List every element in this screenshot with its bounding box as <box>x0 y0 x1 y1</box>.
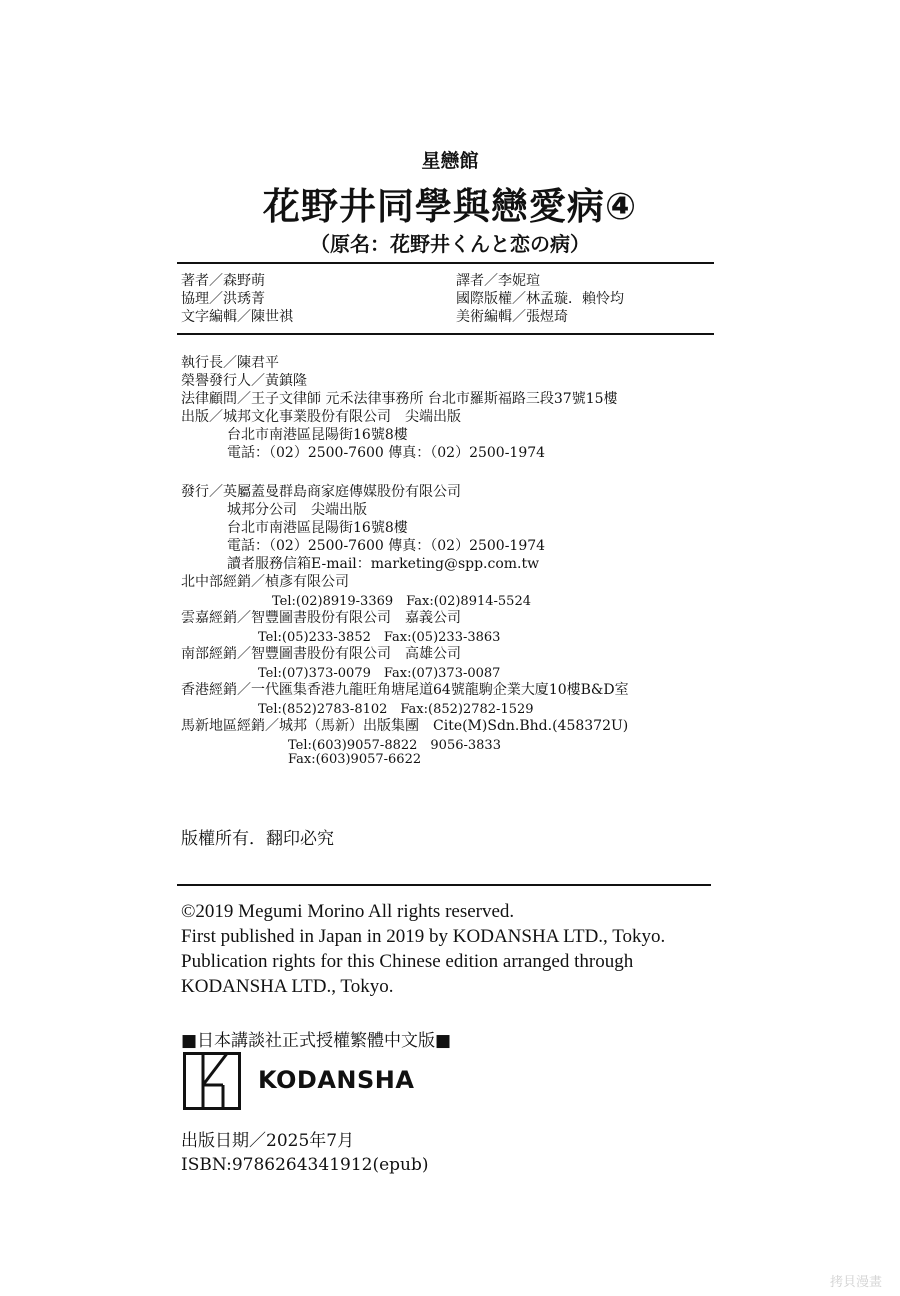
distribution-line: 馬新地區經銷／城邦（馬新）出版集團 Cite(M)Sdn.Bhd.(458372U) <box>181 718 629 734</box>
distribution-line: 發行／英屬蓋曼群島商家庭傳媒股份有限公司 <box>181 484 461 500</box>
original-title: （原名：花野井くんと恋の病） <box>310 232 590 256</box>
credit-art-editor: 美術編輯／張煜琦 <box>456 309 568 325</box>
copyright-line: First published in Japan in 2019 by KODANSHA LTD., Tokyo. <box>181 926 666 947</box>
credit-author: 著者／森野萌 <box>181 273 265 289</box>
kodansha-logo-text: KODANSHA <box>258 1066 415 1094</box>
kodansha-logo-icon <box>183 1052 241 1110</box>
divider-bottom <box>177 884 711 886</box>
distribution-line: 雲嘉經銷／智豐圖書股份有限公司 嘉義公司 <box>181 610 461 626</box>
isbn: ISBN:9786264341912(epub) <box>181 1155 429 1175</box>
publishing-line: 執行長／陳君平 <box>181 355 279 371</box>
distribution-line: 南部經銷／智豐圖書股份有限公司 高雄公司 <box>181 646 461 662</box>
distribution-line: Tel:(852)2783-8102 Fax:(852)2782-1529 <box>258 702 534 717</box>
distribution-line: 讀者服務信箱E-mail：marketing@spp.com.tw <box>227 556 540 572</box>
publishing-line: 出版／城邦文化事業股份有限公司 尖端出版 <box>181 409 461 425</box>
credit-manager: 協理／洪琇菁 <box>181 291 265 307</box>
credit-text-editor: 文字編輯／陳世祺 <box>181 309 293 325</box>
publishing-line: 電話：（02）2500-7600 傳真：（02）2500-1974 <box>227 445 546 461</box>
publisher-imprint: 星戀館 <box>421 150 479 172</box>
credit-translator: 譯者／李妮瑄 <box>456 273 540 289</box>
publishing-line: 榮譽發行人／黃鎮隆 <box>181 373 307 389</box>
distribution-line: 北中部經銷／楨彥有限公司 <box>181 574 349 590</box>
publication-date: 出版日期／2025年7月 <box>181 1131 355 1151</box>
distribution-line: Tel:(02)8919-3369 Fax:(02)8914-5524 <box>272 594 531 609</box>
distribution-line: 電話：（02）2500-7600 傳真：（02）2500-1974 <box>227 538 546 554</box>
distribution-line: Tel:(603)9057-8822 9056-3833 <box>288 738 501 753</box>
divider-credits <box>177 333 714 335</box>
copyright-line: ©2019 Megumi Morino All rights reserved. <box>181 901 515 922</box>
license-statement: ■日本講談社正式授權繁體中文版■ <box>181 1031 452 1051</box>
publishing-line: 法律顧問／王子文律師 元禾法律事務所 台北市羅斯福路三段37號15樓 <box>181 391 618 407</box>
publishing-line: 台北市南港區昆陽街16號8樓 <box>227 427 408 443</box>
book-title: 花野井同學與戀愛病④ <box>262 185 638 228</box>
watermark: 拷貝漫畫 <box>830 1275 883 1290</box>
distribution-line: 香港經銷／一代匯集香港九龍旺角塘尾道64號龍駒企業大廈10樓B&D室 <box>181 682 629 698</box>
copyright-line: Publication rights for this Chinese edition arranged through <box>181 951 634 972</box>
rights-statement: 版權所有．翻印必究 <box>181 829 334 849</box>
credit-international-rights: 國際版權／林孟璇．賴怜均 <box>456 291 624 307</box>
distribution-line: Tel:(05)233-3852 Fax:(05)233-3863 <box>258 630 501 645</box>
distribution-line: 台北市南港區昆陽街16號8樓 <box>227 520 408 536</box>
distribution-line: Tel:(07)373-0079 Fax:(07)373-0087 <box>258 666 501 681</box>
distribution-line: Fax:(603)9057-6622 <box>288 752 422 767</box>
distribution-line: 城邦分公司 尖端出版 <box>227 502 367 518</box>
divider-top <box>177 262 714 264</box>
copyright-line: KODANSHA LTD., Tokyo. <box>181 976 394 997</box>
